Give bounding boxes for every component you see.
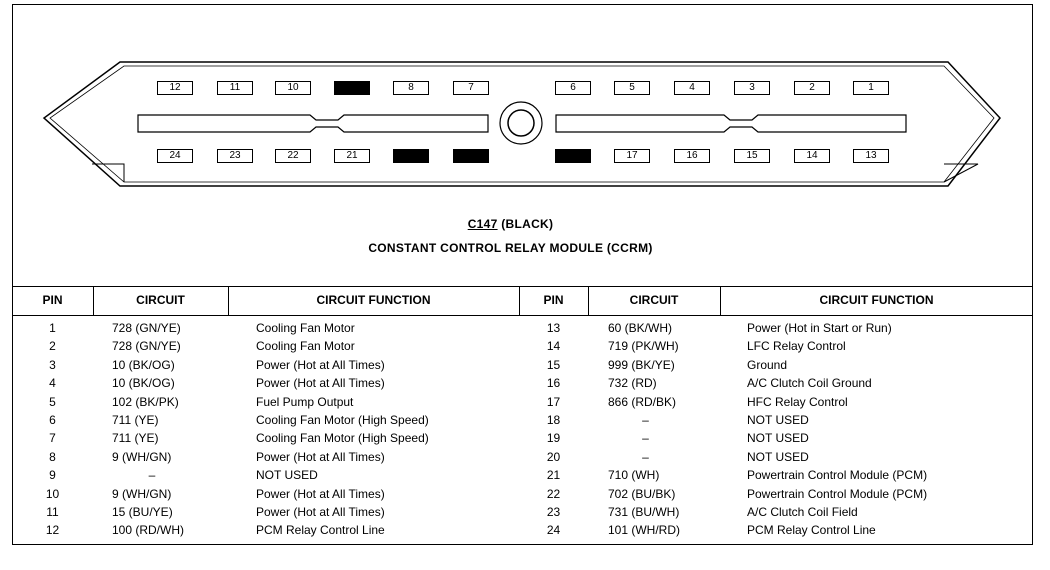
header-circuit: CIRCUIT xyxy=(136,293,185,307)
left-pin-cell: 10 xyxy=(45,486,60,501)
right-pin-cell: 16 xyxy=(546,376,561,391)
pin-1: 1 xyxy=(853,81,889,95)
left-pin-cell: 2 xyxy=(49,339,56,354)
pin-20: 20 xyxy=(393,149,429,163)
right-function-cell: Powertrain Control Module (PCM) xyxy=(747,468,928,483)
left-circuit-cell: 10 (BK/OG) xyxy=(112,376,175,391)
left-function-cell: Power (Hot at All Times) xyxy=(256,505,385,519)
pin-8: 8 xyxy=(393,81,429,95)
right-function-cell: Powertrain Control Module (PCM) xyxy=(747,486,928,501)
right-circuit-cell: 866 (RD/BK) xyxy=(608,394,677,409)
pin-22: 22 xyxy=(275,149,311,163)
left-function-cell: Power (Hot at All Times) xyxy=(256,449,385,464)
left-function-cell: PCM Relay Control Line xyxy=(256,523,385,538)
left-circuit-cell: 728 (GN/YE) xyxy=(112,339,181,354)
pin-11: 11 xyxy=(217,81,253,95)
pin-10: 10 xyxy=(275,81,311,95)
pin-16: 16 xyxy=(674,149,710,163)
pin-2: 2 xyxy=(794,81,830,95)
right-function-cell: PCM Relay Control Line xyxy=(747,523,876,538)
header-circuit-function: CIRCUIT FUNCTION xyxy=(819,293,934,307)
header-pin: PIN xyxy=(42,293,63,307)
left-pin-cell: 1 xyxy=(49,321,56,335)
right-pin-cell: 20 xyxy=(546,449,561,464)
left-circuit-cell: – xyxy=(148,468,156,483)
right-circuit-cell: 101 (WH/RD) xyxy=(608,523,681,538)
header-rule xyxy=(12,315,1033,316)
module-name: CONSTANT CONTROL RELAY MODULE (CCRM) xyxy=(368,241,653,255)
pin-6: 6 xyxy=(555,81,591,95)
right-circuit-cell: – xyxy=(642,431,649,446)
left-function-cell: Fuel Pump Output xyxy=(256,394,354,409)
right-pin-cell: 24 xyxy=(546,523,561,538)
right-function-cell: NOT USED xyxy=(747,449,809,464)
pin-23: 23 xyxy=(217,149,253,163)
right-function-cell: NOT USED xyxy=(747,431,809,446)
right-pin-cell: 22 xyxy=(546,486,561,501)
right-circuit-cell: 999 (BK/YE) xyxy=(608,357,675,372)
right-circuit-cell: 60 (BK/WH) xyxy=(608,321,673,335)
left-function-cell: Cooling Fan Motor (High Speed) xyxy=(256,431,429,446)
pin-3: 3 xyxy=(734,81,770,95)
right-pin-cell: 19 xyxy=(546,431,561,446)
left-circuit-cell: 728 (GN/YE) xyxy=(112,321,181,335)
connector-id: C147 xyxy=(467,217,498,231)
left-pin-cell: 7 xyxy=(49,431,56,446)
connector-caption xyxy=(0,217,1021,231)
left-circuit-cell: 711 (YE) xyxy=(112,413,159,427)
left-pin-cell: 12 xyxy=(45,523,60,538)
pin-19: 19 xyxy=(453,149,489,163)
pin-table xyxy=(12,286,1033,546)
left-pin-cell: 9 xyxy=(49,468,56,483)
left-circuit-cell: 10 (BK/OG) xyxy=(112,357,175,372)
right-pin-cell: 17 xyxy=(546,394,561,409)
pin-24: 24 xyxy=(157,149,193,163)
right-pin-cell: 15 xyxy=(546,357,561,372)
right-pin-cell: 23 xyxy=(546,505,561,519)
left-function-cell: NOT USED xyxy=(256,468,318,483)
left-pin-cell: 11 xyxy=(46,505,59,519)
right-function-cell: A/C Clutch Coil Field xyxy=(747,505,858,519)
right-function-cell: NOT USED xyxy=(747,413,809,427)
left-function-cell: Cooling Fan Motor (High Speed) xyxy=(256,413,429,427)
pin-18: 18 xyxy=(555,149,591,163)
right-slot xyxy=(556,115,906,132)
right-circuit-cell: – xyxy=(642,449,649,464)
pin-5: 5 xyxy=(614,81,650,95)
pin-13: 13 xyxy=(853,149,889,163)
center-post-inner xyxy=(508,110,534,136)
connector-color: (BLACK) xyxy=(501,217,554,231)
right-function-cell: A/C Clutch Coil Ground xyxy=(747,376,872,391)
left-circuit-cell: 711 (YE) xyxy=(112,431,159,446)
left-pin-cell: 5 xyxy=(49,394,56,409)
left-circuit-cell: 9 (WH/GN) xyxy=(112,449,172,464)
pin-21: 21 xyxy=(334,149,370,163)
pin-9: 9 xyxy=(334,81,370,95)
right-function-cell: Ground xyxy=(747,357,788,372)
left-pin-cell: 3 xyxy=(49,357,56,372)
center-post-outer xyxy=(500,102,542,144)
left-circuit-cell: 102 (BK/PK) xyxy=(112,394,179,409)
left-circuit-cell: 15 (BU/YE) xyxy=(112,505,173,519)
left-function-cell: Power (Hot at All Times) xyxy=(256,486,385,501)
right-function-cell: LFC Relay Control xyxy=(747,339,846,354)
right-circuit-cell: 710 (WH) xyxy=(608,468,660,483)
right-circuit-cell: – xyxy=(642,413,649,427)
header-circuit-function: CIRCUIT FUNCTION xyxy=(316,293,431,307)
left-function-cell: Cooling Fan Motor xyxy=(256,321,355,335)
header-circuit: CIRCUIT xyxy=(629,293,679,307)
pin-14: 14 xyxy=(794,149,830,163)
header-pin: PIN xyxy=(543,293,564,307)
pin-7: 7 xyxy=(453,81,489,95)
pin-4: 4 xyxy=(674,81,710,95)
right-pin-cell: 18 xyxy=(546,413,561,427)
left-pin-cell: 6 xyxy=(49,413,56,427)
right-pin-cell: 21 xyxy=(546,468,561,483)
right-circuit-cell: 719 (PK/WH) xyxy=(608,339,679,354)
left-slot xyxy=(138,115,488,132)
left-function-cell: Cooling Fan Motor xyxy=(256,339,355,354)
left-function-cell: Power (Hot at All Times) xyxy=(256,376,385,391)
left-pin-cell: 4 xyxy=(49,376,56,391)
left-function-cell: Power (Hot at All Times) xyxy=(256,357,385,372)
left-circuit-cell: 100 (RD/WH) xyxy=(112,523,185,538)
right-pin-cell: 14 xyxy=(546,339,561,354)
right-ear xyxy=(944,164,978,182)
pin-15: 15 xyxy=(734,149,770,163)
left-ear xyxy=(92,164,124,182)
pin-17: 17 xyxy=(614,149,650,163)
right-circuit-cell: 702 (BU/BK) xyxy=(608,486,676,501)
right-pin-cell: 13 xyxy=(546,321,561,335)
left-circuit-cell: 9 (WH/GN) xyxy=(112,486,172,501)
right-circuit-cell: 731 (BU/WH) xyxy=(608,505,680,519)
right-function-cell: Power (Hot in Start or Run) xyxy=(747,321,892,335)
right-function-cell: HFC Relay Control xyxy=(747,394,848,409)
right-circuit-cell: 732 (RD) xyxy=(608,376,657,391)
pin-12: 12 xyxy=(157,81,193,95)
left-pin-cell: 8 xyxy=(49,449,56,464)
